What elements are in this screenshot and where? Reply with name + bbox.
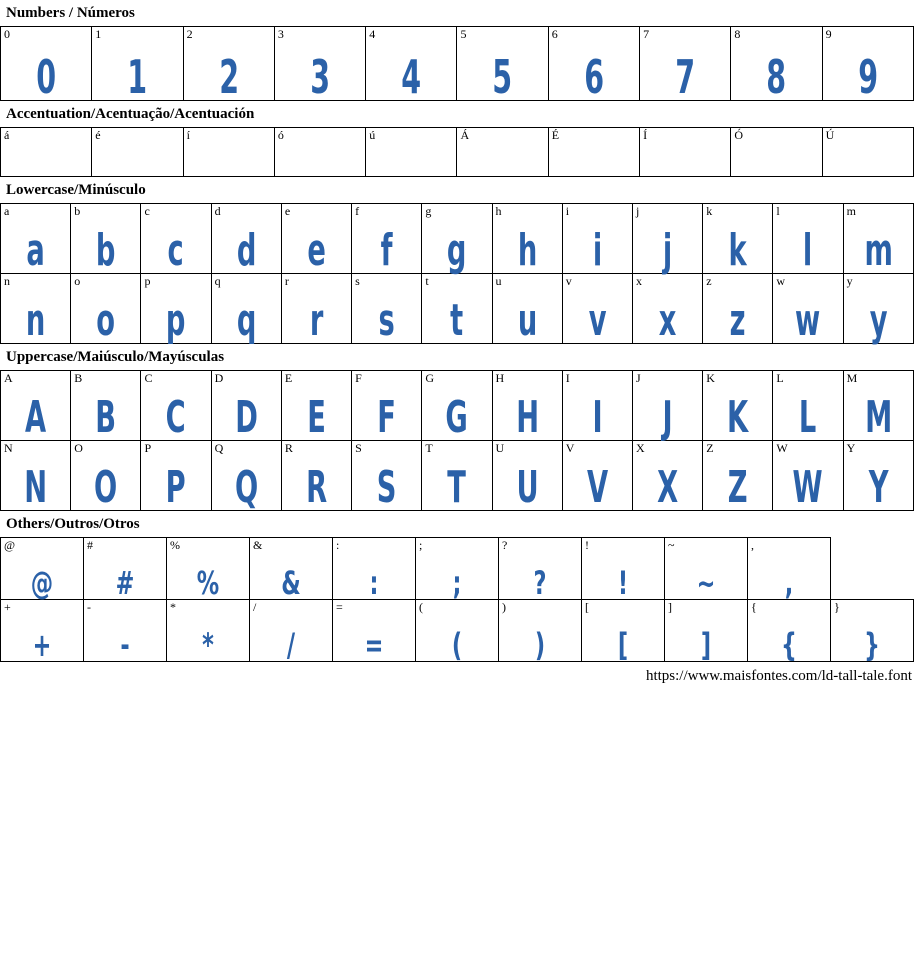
glyph-label: :: [336, 538, 340, 552]
glyph-sample: 4: [401, 50, 422, 104]
glyph-sample: n: [25, 295, 46, 346]
glyph-cell-Y: [843, 441, 913, 511]
glyph-cell-4: [366, 27, 457, 104]
glyph-cell-N: [1, 441, 71, 511]
glyph-label: d: [214, 204, 221, 218]
glyph-label: 7: [643, 27, 650, 41]
glyph-cell-K: [703, 371, 773, 441]
section-title-uppercase: Uppercase/Maiúsculo/Mayúsculas: [6, 349, 225, 365]
glyph-sample: x: [658, 295, 677, 346]
glyph-cell-brace-close: [831, 600, 914, 662]
glyph-cell-p: [141, 274, 211, 344]
glyph-label: Ó: [734, 128, 744, 142]
glyph-label: X: [635, 441, 645, 455]
glyph-cell-x: [632, 274, 702, 344]
glyph-sample: 3: [310, 50, 330, 104]
glyph-label: !: [585, 538, 589, 552]
glyph-sample: U: [516, 462, 539, 513]
glyph-sample: E: [307, 392, 326, 443]
glyph-sample: #: [115, 564, 135, 602]
glyph-cell-Oacute: [731, 128, 822, 177]
glyph-sample: H: [515, 392, 539, 443]
glyph-label: í: [186, 128, 190, 142]
glyph-label: A: [4, 371, 13, 385]
glyph-sample: &: [281, 564, 301, 602]
glyph-label: Z: [706, 441, 714, 455]
glyph-cell-I: [562, 371, 632, 441]
section-title-lowercase: Lowercase/Minúsculo: [6, 182, 146, 198]
glyph-label: F: [355, 371, 362, 385]
glyph-sample: -: [120, 626, 130, 664]
glyph-label: R: [284, 441, 293, 455]
glyph-cell-S: [352, 441, 422, 511]
glyph-cell-H: [492, 371, 562, 441]
glyph-cell-G: [422, 371, 492, 441]
glyph-label: b: [74, 204, 81, 218]
glyph-sample: t: [450, 295, 464, 346]
glyph-label: L: [776, 371, 784, 385]
glyph-label: B: [74, 371, 83, 385]
glyph-cell-E: [281, 371, 351, 441]
glyph-cell-slash: [250, 600, 333, 662]
glyph-sample: r: [309, 295, 324, 346]
glyph-label: T: [425, 441, 433, 455]
glyph-cell-5: [457, 27, 548, 104]
glyph-cell-bracket-close: [665, 600, 748, 662]
glyph-label: V: [565, 441, 575, 455]
glyph-sample: l: [803, 225, 813, 276]
glyph-label: c: [144, 204, 150, 218]
glyph-table-numbers: [0, 26, 914, 104]
glyph-cell-W: [773, 441, 843, 511]
glyph-label: g: [425, 204, 432, 218]
glyph-sample: j: [662, 225, 673, 276]
glyph-sample: i: [592, 225, 603, 276]
glyph-sample: Y: [868, 462, 889, 513]
glyph-label: G: [425, 371, 434, 385]
glyph-label: k: [706, 204, 713, 218]
glyph-label: 9: [825, 27, 832, 41]
glyph-cell-0: [1, 27, 92, 104]
glyph-cell-Uacute: [822, 128, 913, 177]
glyph-label: 2: [186, 27, 193, 41]
glyph-sample: s: [378, 295, 395, 346]
glyph-sample: D: [234, 392, 258, 443]
glyph-cell-aacute: [1, 128, 92, 177]
glyph-label: e: [284, 204, 291, 218]
glyph-cell-V: [562, 441, 632, 511]
glyph-sample: B: [95, 392, 117, 443]
glyph-label: 4: [369, 27, 376, 41]
glyph-label: J: [635, 371, 641, 385]
glyph-label: i: [565, 204, 570, 218]
glyph-label: p: [144, 274, 151, 288]
glyph-cell-1: [92, 27, 183, 104]
glyph-label: #: [87, 538, 93, 552]
glyph-label: Y: [846, 441, 856, 455]
glyph-sample: q: [236, 295, 257, 346]
table-row: [1, 600, 914, 662]
glyph-cell-percent: [167, 538, 250, 600]
glyph-cell-7: [640, 27, 731, 104]
glyph-label: H: [495, 371, 505, 385]
glyph-cell-t: [422, 274, 492, 344]
glyph-table-accentuation: [0, 127, 914, 177]
glyph-label: O: [74, 441, 83, 455]
glyph-sample: /: [286, 626, 296, 664]
glyph-sample: k: [728, 225, 747, 276]
glyph-table-lowercase: [0, 203, 914, 344]
glyph-sample: K: [727, 392, 749, 443]
glyph-sample: a: [26, 225, 45, 276]
glyph-table-uppercase: [0, 370, 914, 511]
glyph-cell-g: [422, 204, 492, 274]
glyph-cell-k: [703, 204, 773, 274]
glyph-label: v: [565, 274, 572, 288]
glyph-sample: ?: [533, 564, 547, 602]
glyph-label: f: [355, 204, 360, 218]
glyph-cell-b: [71, 204, 141, 274]
glyph-label: n: [4, 274, 10, 288]
glyph-label: s: [355, 274, 360, 288]
glyph-cell-plus: [1, 600, 84, 662]
glyph-sample: y: [869, 295, 888, 346]
glyph-sample: =: [364, 626, 384, 664]
glyph-cell-question: [499, 538, 582, 600]
glyph-sample: o: [96, 295, 116, 346]
glyph-cell-F: [352, 371, 422, 441]
glyph-label: ó: [277, 128, 284, 142]
glyph-sample: g: [447, 225, 467, 276]
glyph-label: a: [4, 204, 10, 218]
glyph-sample: 8: [766, 50, 787, 104]
glyph-label: 5: [460, 27, 467, 41]
glyph-sample: e: [307, 225, 326, 276]
glyph-cell-6: [548, 27, 639, 104]
glyph-sample: R: [305, 462, 327, 513]
glyph-sample: Q: [234, 462, 258, 513]
glyph-cell-comma: [748, 538, 831, 600]
glyph-sample: L: [799, 392, 817, 443]
glyph-sample: 9: [857, 50, 878, 104]
glyph-sample: N: [24, 462, 48, 513]
glyph-cell-L: [773, 371, 843, 441]
glyph-cell-D: [211, 371, 281, 441]
glyph-cell-s: [352, 274, 422, 344]
glyph-cell-iacute: [183, 128, 274, 177]
glyph-label: Í: [643, 128, 648, 142]
glyph-cell-X: [632, 441, 702, 511]
glyph-sample: m: [864, 225, 893, 276]
glyph-cell-bracket-open: [582, 600, 665, 662]
glyph-label: [: [585, 600, 589, 614]
table-row: [1, 538, 914, 600]
glyph-cell-ampersand: [250, 538, 333, 600]
glyph-label: K: [706, 371, 715, 385]
glyph-sample: 0: [36, 50, 57, 104]
glyph-label: w: [776, 274, 786, 288]
glyph-label: é: [95, 128, 101, 142]
glyph-cell-r: [281, 274, 351, 344]
glyph-cell-P: [141, 441, 211, 511]
section-title-accentuation: Accentuation/Acentuação/Acentuación: [6, 106, 255, 122]
glyph-cell-paren-close: [499, 600, 582, 662]
glyph-cell-A: [1, 371, 71, 441]
glyph-cell-a: [1, 204, 71, 274]
glyph-cell-hash: [84, 538, 167, 600]
glyph-label: }: [834, 600, 840, 614]
glyph-sample: *: [202, 626, 214, 664]
glyph-label: ): [502, 600, 506, 614]
glyph-label: *: [170, 600, 176, 614]
glyph-sample: }: [864, 626, 880, 664]
glyph-sample: w: [795, 295, 821, 346]
glyph-label: ;: [419, 538, 423, 552]
glyph-label: z: [706, 274, 712, 288]
glyph-cell-8: [731, 27, 822, 104]
glyph-sample: P: [166, 462, 187, 513]
glyph-cell-brace-open: [748, 600, 831, 662]
glyph-label: Ú: [825, 128, 835, 142]
glyph-label: l: [776, 204, 780, 218]
glyph-sample: ]: [700, 626, 712, 664]
glyph-cell-q: [211, 274, 281, 344]
glyph-cell-uacute: [366, 128, 457, 177]
glyph-sample: b: [96, 225, 116, 276]
glyph-sample: J: [662, 392, 673, 443]
glyph-cell-f: [352, 204, 422, 274]
glyph-label: N: [4, 441, 13, 455]
glyph-sample: 1: [127, 50, 148, 104]
glyph-sample: 7: [675, 50, 696, 104]
glyph-cell-w: [773, 274, 843, 344]
glyph-sample: +: [32, 626, 52, 664]
glyph-sample: !: [617, 564, 629, 602]
glyph-label: 3: [277, 27, 284, 41]
glyph-sample: ;: [452, 564, 462, 602]
glyph-sample: {: [781, 626, 797, 664]
glyph-label: E: [284, 371, 293, 385]
glyph-label: -: [87, 600, 91, 614]
glyph-label: ~: [668, 538, 675, 552]
glyph-label: u: [495, 274, 502, 288]
glyph-cell-T: [422, 441, 492, 511]
glyph-cell-c: [141, 204, 211, 274]
glyph-cell-M: [843, 371, 913, 441]
glyph-label: o: [74, 274, 81, 288]
table-row: [1, 27, 914, 101]
glyph-sample: @: [30, 564, 54, 602]
glyph-sample: 5: [492, 50, 513, 104]
glyph-sample: ): [534, 626, 546, 664]
glyph-label: 0: [4, 27, 10, 41]
glyph-label: Q: [214, 441, 224, 455]
glyph-sample: Z: [727, 462, 748, 513]
glyph-cell-Aacute: [457, 128, 548, 177]
glyph-sample: C: [166, 392, 187, 443]
glyph-sample: W: [792, 462, 824, 513]
glyph-label: +: [4, 600, 11, 614]
glyph-cell-at: [1, 538, 84, 600]
glyph-cell-O: [71, 441, 141, 511]
glyph-cell-u: [492, 274, 562, 344]
glyph-cell-R: [281, 441, 351, 511]
glyph-sample: h: [517, 225, 537, 276]
glyph-label: @: [4, 538, 16, 552]
glyph-cell-B: [71, 371, 141, 441]
glyph-sample: 2: [218, 50, 239, 104]
glyph-cell-paren-open: [416, 600, 499, 662]
glyph-cell-3: [274, 27, 365, 104]
section-title-numbers: Numbers / Números: [6, 5, 135, 21]
glyph-label: P: [144, 441, 152, 455]
glyph-label: y: [846, 274, 853, 288]
glyph-sample: V: [586, 462, 608, 513]
glyph-sample: %: [196, 564, 220, 602]
glyph-cell-m: [843, 204, 913, 274]
glyph-sample: :: [369, 564, 379, 602]
glyph-label: 1: [95, 27, 102, 41]
glyph-sample: p: [166, 295, 186, 346]
glyph-label: Á: [460, 128, 470, 142]
glyph-cell-U: [492, 441, 562, 511]
glyph-label: M: [846, 371, 858, 385]
glyph-cell-j: [632, 204, 702, 274]
glyph-sample: A: [25, 392, 47, 443]
glyph-label: D: [214, 371, 224, 385]
glyph-cell-d: [211, 204, 281, 274]
glyph-cell-v: [562, 274, 632, 344]
glyph-label: W: [776, 441, 788, 455]
glyph-sample: X: [657, 462, 679, 513]
glyph-table-others: [0, 537, 914, 662]
glyph-cell-semicolon: [416, 538, 499, 600]
glyph-label: á: [4, 128, 10, 142]
glyph-cell-9: [822, 27, 913, 104]
glyph-label: U: [495, 441, 505, 455]
table-row: [1, 371, 914, 441]
glyph-cell-e: [281, 204, 351, 274]
glyph-sample: ~: [696, 564, 716, 602]
glyph-cell-tilde: [665, 538, 748, 600]
glyph-cell-y: [843, 274, 913, 344]
glyph-label: h: [495, 204, 502, 218]
glyph-cell-i: [562, 204, 632, 274]
glyph-cell-Z: [703, 441, 773, 511]
glyph-label: &: [253, 538, 263, 552]
glyph-sample: T: [447, 462, 467, 513]
glyph-cell-equals: [333, 600, 416, 662]
glyph-sample: (: [451, 626, 463, 664]
glyph-sample: u: [517, 295, 537, 346]
glyph-label: r: [284, 274, 289, 288]
glyph-sample: I: [592, 392, 603, 443]
glyph-cell-Q: [211, 441, 281, 511]
glyph-label: C: [144, 371, 153, 385]
glyph-cell-oacute: [274, 128, 365, 177]
glyph-sample: O: [94, 462, 118, 513]
glyph-label: (: [419, 600, 423, 614]
glyph-label: 8: [734, 27, 741, 41]
glyph-label: É: [551, 128, 560, 142]
glyph-label: m: [846, 204, 856, 218]
glyph-cell-colon: [333, 538, 416, 600]
glyph-sample: z: [729, 295, 746, 346]
glyph-label: =: [336, 600, 343, 614]
source-url[interactable]: https://www.maisfontes.com/ld-tall-tale.font: [645, 668, 912, 684]
glyph-cell-eacute: [92, 128, 183, 177]
glyph-sample: M: [864, 392, 892, 443]
glyph-label: ]: [668, 600, 672, 614]
glyph-label: x: [635, 274, 642, 288]
glyph-cell-minus: [84, 600, 167, 662]
glyph-cell-l: [773, 204, 843, 274]
glyph-label: %: [170, 538, 180, 552]
glyph-cell-n: [1, 274, 71, 344]
table-row: [1, 204, 914, 274]
glyph-label: ,: [751, 538, 754, 552]
glyph-label: S: [355, 441, 362, 455]
glyph-cell-Iacute: [640, 128, 731, 177]
glyph-sample: S: [376, 462, 397, 513]
glyph-sample: f: [380, 225, 393, 276]
section-title-others: Others/Outros/Otros: [6, 516, 140, 532]
glyph-label: t: [425, 274, 429, 288]
glyph-sample: G: [445, 392, 469, 443]
glyph-cell-h: [492, 204, 562, 274]
glyph-cell-2: [183, 27, 274, 104]
glyph-cell-asterisk: [167, 600, 250, 662]
glyph-cell-C: [141, 371, 211, 441]
table-row: [1, 274, 914, 344]
glyph-cell-J: [632, 371, 702, 441]
table-row: [1, 441, 914, 511]
glyph-cell-exclamation: [582, 538, 665, 600]
glyph-sample: v: [588, 295, 607, 346]
glyph-label: ú: [369, 128, 376, 142]
glyph-sample: [: [617, 626, 629, 664]
glyph-label: I: [565, 371, 570, 385]
glyph-cell-o: [71, 274, 141, 344]
glyph-sample: c: [167, 225, 185, 276]
glyph-label: 6: [551, 27, 558, 41]
table-row: [1, 128, 914, 177]
glyph-label: {: [751, 600, 757, 614]
glyph-label: ?: [502, 538, 508, 552]
glyph-label: /: [253, 600, 257, 614]
glyph-cell-Eacute: [548, 128, 639, 177]
glyph-sample: ,: [784, 564, 794, 602]
glyph-sample: F: [377, 392, 397, 443]
glyph-sample: 6: [584, 50, 604, 104]
glyph-label: j: [635, 204, 640, 218]
glyph-label: q: [214, 274, 221, 288]
glyph-sample: d: [236, 225, 257, 276]
glyph-cell-z: [703, 274, 773, 344]
